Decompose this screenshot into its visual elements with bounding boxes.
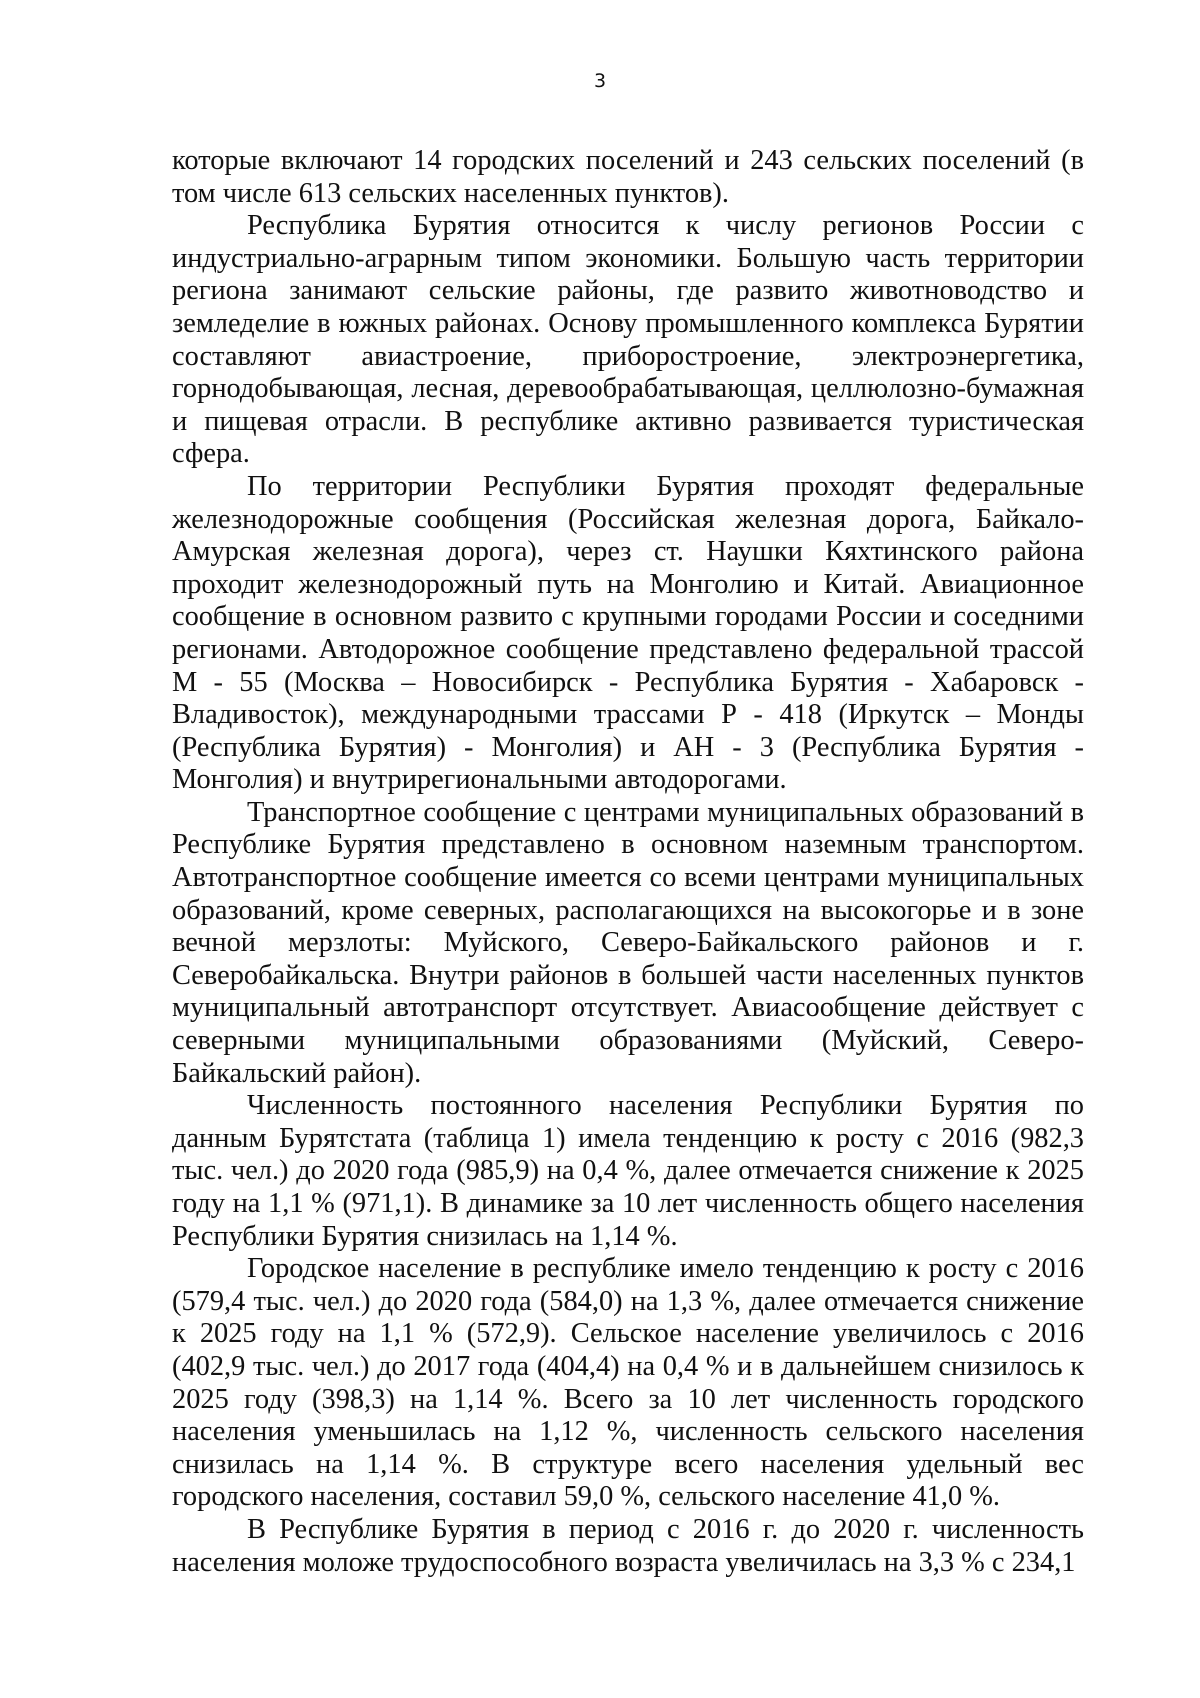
page-number: 3	[593, 70, 607, 92]
paragraph-municipal-transport: Транспортное сообщение с центрами муниципальных образований в Республике Бурятия представлено в основном наземным транспортом. Автотранспортное сообщение имеется со всеми центрами муниципальных образований, кроме северных, располагающихся на высокогорье и в зоне вечной мерзлоты: Муйского, Северо-Байкальского районов и г. Северобайкальска. Внутри районов в большей части населенных пунктов муниципальный автотранспорт отсутствует. Авиасообщение действует с северными муниципальными образованиями (Муйский, Северо-Байкальский район).	[172, 796, 1084, 1089]
document-body	[172, 145, 1084, 1579]
paragraph-population-urban-rural: Городское население в республике имело тенденцию к росту с 2016 (579,4 тыс. чел.) до 2020 года (584,0) на 1,3 %, далее отмечается снижение к 2025 году на 1,1 % (572,9). Сельское население увеличилось с 2016 (402,9 тыс. чел.) до 2017 года (404,4) на 0,4 % и в дальнейшем снизилось к 2025 году (398,3) на 1,14 %. Всего за 10 лет численность городского населения уменьшилась на 1,12 %, численность сельского населения снизилась на 1,14 %. В структуре всего населения удельный вес городского населения, составил 59,0 %, сельского население 41,0 %.	[172, 1253, 1084, 1513]
paragraph-population-age: В Республике Бурятия в период с 2016 г. до 2020 г. численность населения моложе трудоспособного возраста увеличилась на 3,3 % с 234,1	[172, 1513, 1084, 1578]
paragraph-continuation: которые включают 14 городских поселений и 243 сельских поселений (в том числе 613 сельских населенных пунктов).	[172, 145, 1084, 209]
paragraph-population-total: Численность постоянного населения Республики Бурятия по данным Бурятстата (таблица 1) имела тенденцию к росту с 2016 (982,3 тыс. чел.) до 2020 года (985,9) на 0,4 %, далее отмечается снижение к 2025 году на 1,1 % (971,1). В динамике за 10 лет численность общего населения Республики Бурятия снизилась на 1,14 %.	[172, 1090, 1084, 1252]
paragraph-economy: Республика Бурятия относится к числу регионов России с индустриально-аграрным типом экономики. Большую часть территории региона занимают сельские районы, где развито животноводство и земледелие в южных районах. Основу промышленного комплекса Бурятии составляют авиастроение, приборостроение, электроэнергетика, горнодобывающая, лесная, деревообрабатывающая, целлюлозно-бумажная и пищевая отрасли. В республике активно развивается туристическая сфера.	[172, 210, 1084, 470]
paragraph-transport-routes: По территории Республики Бурятия проходят федеральные железнодорожные сообщения (Российская железная дорога, Байкало-Амурская железная дорога), через ст. Наушки Кяхтинского района проходит железнодорожный путь на Монголию и Китай. Авиационное сообщение в основном развито с крупными городами России и соседними регионами. Автодорожное сообщение представлено федеральной трассой М - 55 (Москва – Новосибирск - Республика Бурятия - Хабаровск - Владивосток), международными трассами Р - 418 (Иркутск – Монды (Республика Бурятия) - Монголия) и АН - 3 (Республика Бурятия - Монголия) и внутрирегиональными автодорогами.	[172, 470, 1084, 796]
